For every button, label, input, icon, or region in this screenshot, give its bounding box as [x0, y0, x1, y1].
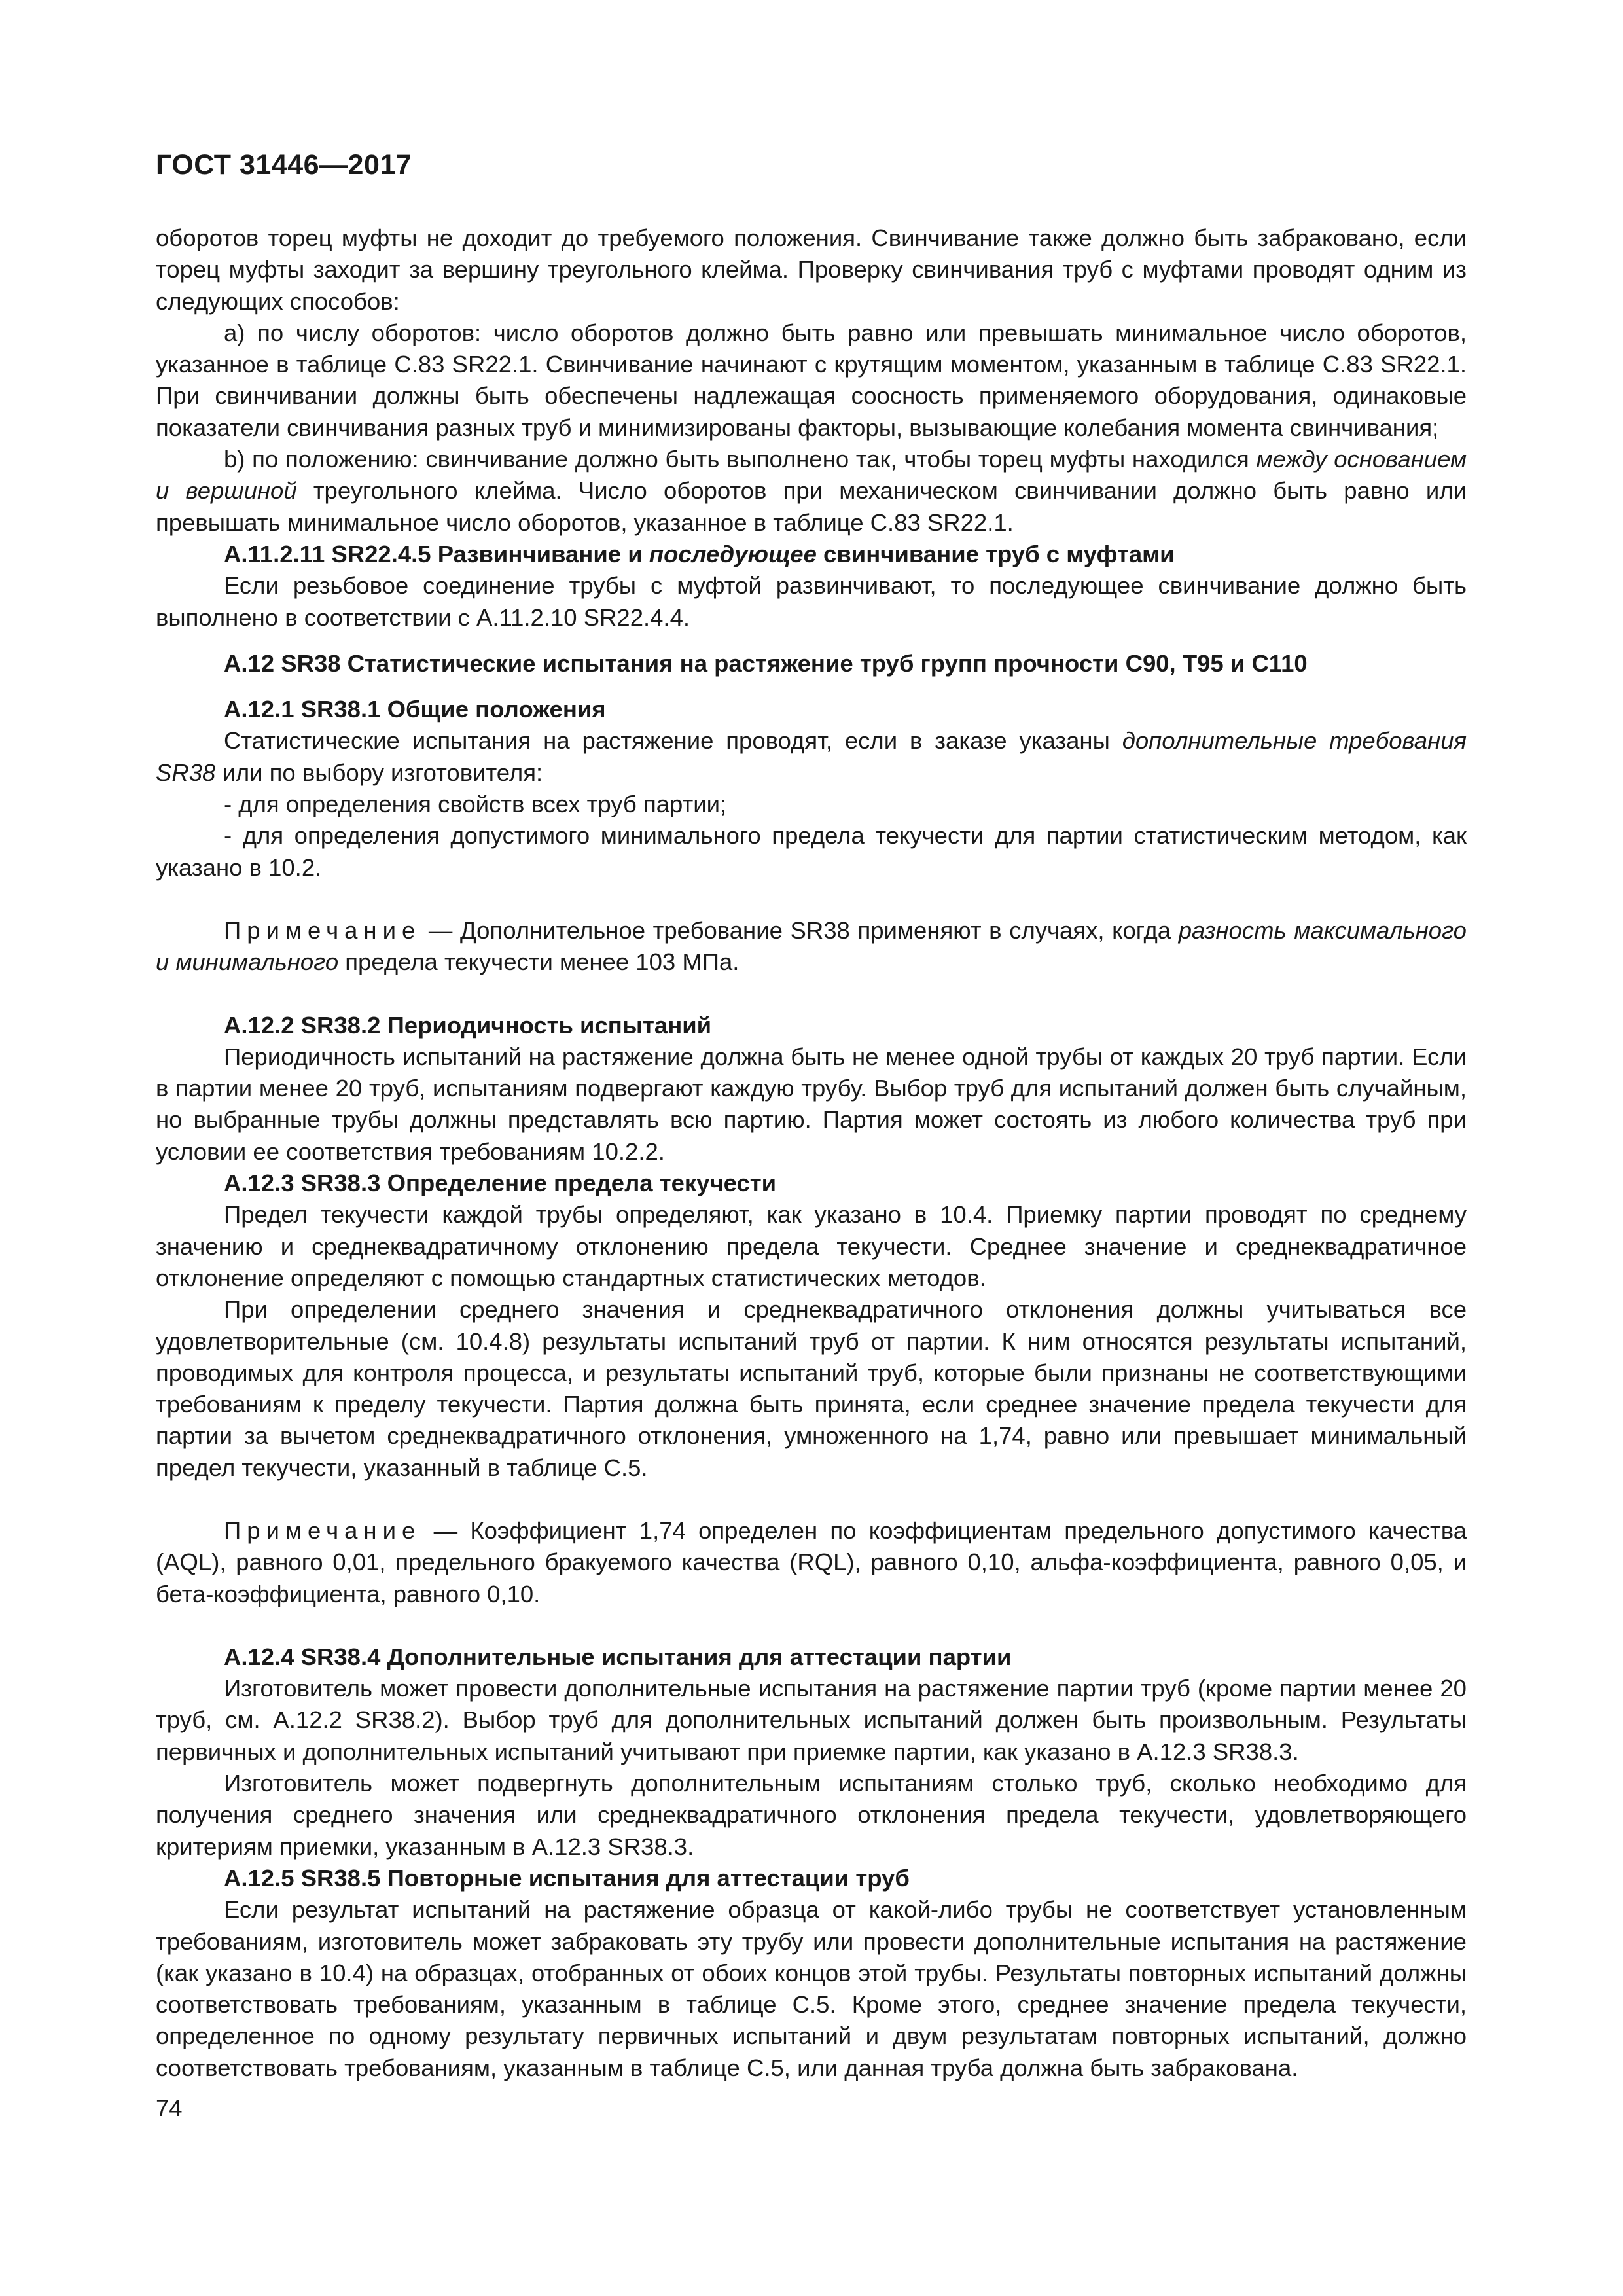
text-run: Если резьбовое соединение трубы с муфтой развинчивают, то последующее свинчивание должно быть выполнено в соответствии с А.11.2.10 SR22.4.4. — [156, 572, 1467, 631]
text-run: Статистические испытания на растяжение проводят, если в заказе указаны — [224, 727, 1122, 755]
paragraph — [156, 1768, 1467, 1863]
section-heading — [156, 1168, 1467, 1199]
text-run: А.12 SR38 Статистические испытания на растяжение труб групп прочности С90, Т95 и С110 — [224, 649, 1308, 677]
text-run: А.12.4 SR38.4 Дополнительные испытания для аттестации партии — [224, 1643, 1012, 1670]
text-run: А.12.3 SR38.3 Определение предела текучести — [224, 1170, 777, 1197]
text-run: b) по положению: свинчивание должно быть выполнено так, чтобы торец муфты находился — [224, 446, 1257, 473]
text-run: оборотов торец муфты не доходит до требуемого положения. Свинчивание также должно быть забраковано, если торец муфты заходит за вершину треугольного клейма. Проверку свинчивания труб с муфтами проводят одним из следующих способов: — [156, 224, 1467, 315]
paragraph — [156, 444, 1467, 539]
italic-run: последующее — [649, 540, 817, 567]
text-run: Изготовитель может провести дополнительные испытания на растяжение партии труб (кроме партии менее 20 труб, см. А.12.2 SR38.2). Выбор труб для дополнительных испытаний должен быть произвольным. Результаты первичных и дополнительных испытаний учитывают при приемке партии, как указано в А.12.3 SR38.3. — [156, 1675, 1467, 1765]
text-run: А.11.2.11 SR22.4.5 Развинчивание и — [224, 540, 649, 567]
paragraph — [156, 1294, 1467, 1484]
italic-run: дополнительные требования SR38 — [156, 727, 1467, 786]
text-run: А.12.1 SR38.1 Общие положения — [224, 696, 606, 723]
text-run: Периодичность испытаний на растяжение должна быть не менее одной трубы от каждых 20 труб партии. Если в партии менее 20 труб, испытаниям подвергают каждую трубу. Выбор труб для испытаний должен быть случайным, но выбранные трубы должны представлять всю партию. Партия может состоять из любого количества труб при условии ее соответствия требованиям 10.2.2. — [156, 1043, 1467, 1165]
text-run: Предел текучести каждой трубы определяют, как указано в 10.4. Приемку партии проводят по среднему значению и среднеквадратичному отклонению предела текучести. Среднее значение и среднеквадратичное отклонение определяют с помощью стандартных статистических методов. — [156, 1201, 1467, 1291]
text-run: предела текучести менее 103 МПа. — [338, 948, 740, 976]
section-heading — [156, 1863, 1467, 1894]
section-heading — [156, 648, 1467, 679]
section-heading — [156, 539, 1467, 570]
paragraph — [156, 1515, 1467, 1610]
text-run: Если результат испытаний на растяжение образца от какой-либо трубы не соответствует установленным требованиям, изготовитель может забраковать эту трубу или провести дополнительные испытания на растяжение (как указано в 10.4) на образцах, отобранных от обоих концов этой трубы. Результаты повторных испытаний должны соответствовать требованиям, указанным в таблице С.5. Кроме этого, среднее значение предела текучести, определенное по одному результату первичных испытаний и двум результатам повторных испытаний, должно соответствовать требованиям, указанным в таблице С.5, или данная труба должна быть забракована. — [156, 1896, 1467, 2081]
paragraph — [156, 725, 1467, 789]
paragraph — [156, 915, 1467, 978]
section-heading — [156, 1641, 1467, 1673]
text-run: А.12.5 SR38.5 Повторные испытания для аттестации труб — [224, 1864, 910, 1892]
paragraph — [156, 1894, 1467, 2084]
text-run: свинчивание труб с муфтами — [816, 540, 1175, 567]
section-heading — [156, 1010, 1467, 1041]
paragraph — [156, 789, 1467, 820]
note-label: Примечание — [224, 916, 421, 944]
text-run: - для определения допустимого минимального предела текучести для партии статистическим методом, как указано в 10.2. — [156, 822, 1467, 881]
document-header: ГОСТ 31446—2017 — [156, 149, 412, 181]
text-run: — Дополнительное требование SR38 применяют в случаях, когда — [421, 916, 1179, 944]
note-label: Примечание — [224, 1516, 421, 1544]
paragraph — [156, 570, 1467, 634]
paragraph — [156, 1199, 1467, 1294]
text-run: А.12.2 SR38.2 Периодичность испытаний — [224, 1011, 712, 1039]
text-run: треугольного клейма. Число оборотов при механическом свинчивании должно быть равно или превышать минимальное число оборотов, указанное в таблице С.83 SR22.1. — [156, 477, 1467, 536]
section-heading — [156, 694, 1467, 725]
paragraph — [156, 1041, 1467, 1168]
text-run: При определении среднего значения и среднеквадратичного отклонения должны учитываться все удовлетворительные (см. 10.4.8) результаты испытаний труб от партии. К ним относятся результаты испытаний, проводимых для контроля процесса, и результаты испытаний труб, которые были признаны не соответствующими требованиям к пределу текучести. Партия должна быть принята, если среднее значение предела текучести для партии за вычетом среднеквадратичного отклонения, умноженного на 1,74, равно или превышает минимальный предел текучести, указанный в таблице С.5. — [156, 1296, 1467, 1481]
text-run: — Коэффициент 1,74 определен по коэффициентам предельного допустимого качества (AQL), равного 0,01, предельного бракуемого качества (RQL), равного 0,10, альфа-коэффициента, равного 0,05, и бета-коэффициента, равного 0,10. — [156, 1516, 1467, 1607]
paragraph — [156, 317, 1467, 444]
italic-run: разность максимального и минимального — [156, 916, 1467, 976]
document-body — [156, 223, 1467, 2084]
paragraph — [156, 1673, 1467, 1768]
page-number: 74 — [156, 2094, 183, 2121]
text-run: a) по числу оборотов: число оборотов должно быть равно или превышать минимальное число оборотов, указанное в таблице С.83 SR22.1. Свинчивание начинают с крутящим моментом, указанным в таблице С.83 SR22.1. При свинчивании должны быть обеспечены надлежащая соосность применяемого оборудования, одинаковые показатели свинчивания разных труб и минимизированы факторы, вызывающие колебания момента свинчивания; — [156, 319, 1467, 441]
text-run: или по выбору изготовителя: — [215, 759, 543, 786]
paragraph — [156, 223, 1467, 317]
italic-run: между основанием и вершиной — [156, 446, 1467, 505]
paragraph — [156, 820, 1467, 884]
text-run: - для определения свойств всех труб партии; — [224, 791, 727, 818]
text-run: Изготовитель может подвергнуть дополнительным испытаниям столько труб, сколько необходимо для получения среднего значения или среднеквадратичного отклонения предела текучести, удовлетворяющего критериям приемки, указанным в А.12.3 SR38.3. — [156, 1770, 1467, 1860]
